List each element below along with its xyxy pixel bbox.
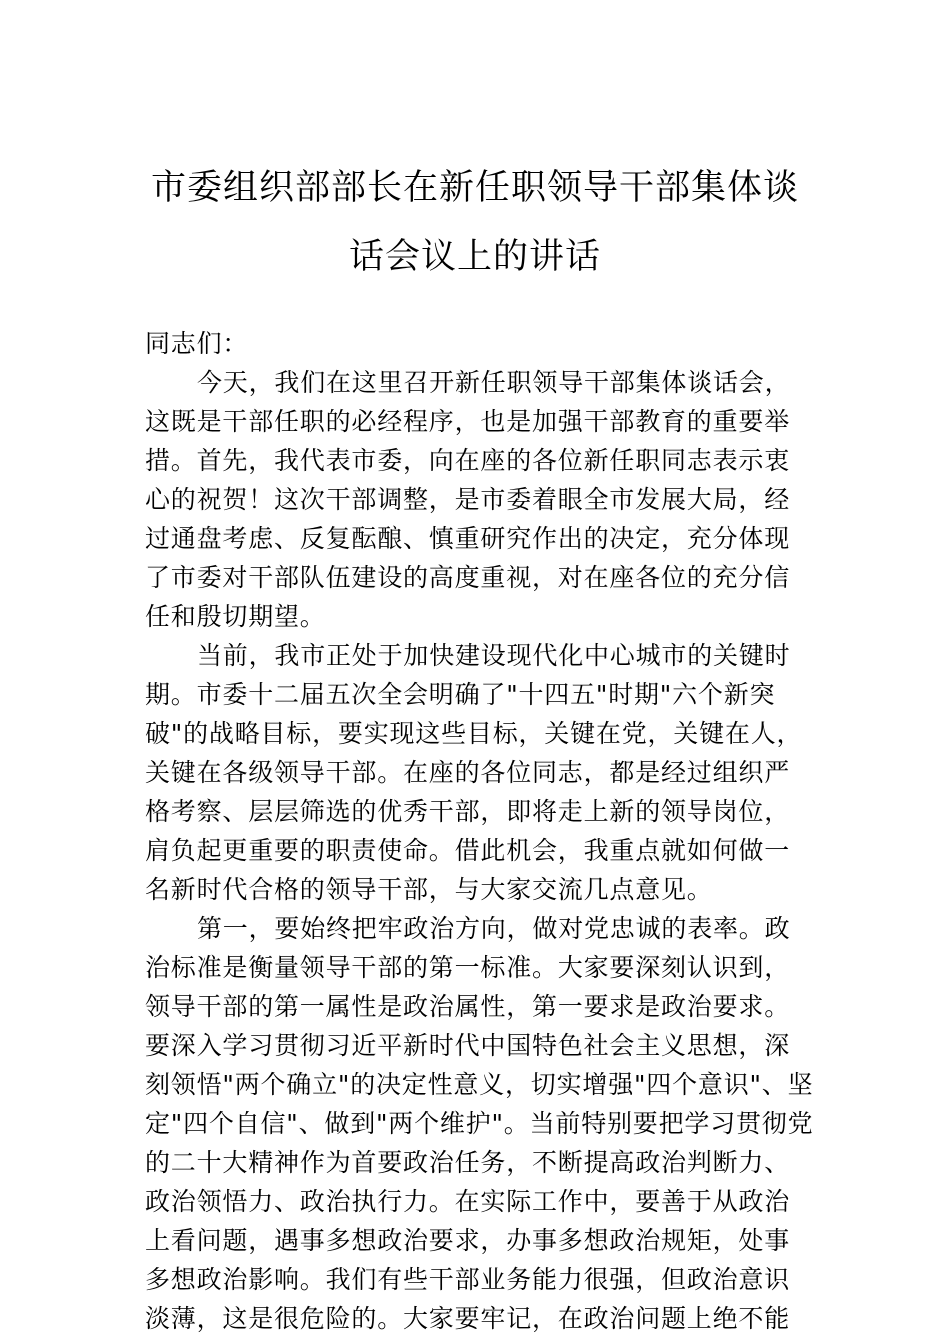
body-text-line: 淡薄，这是很危险的。大家要牢记，在政治问题上绝不能: [145, 1304, 791, 1333]
body-text-line: 政治领悟力、政治执行力。在实际工作中，要善于从政治: [145, 1187, 791, 1216]
body-text-line: 今天，我们在这里召开新任职领导干部集体谈话会，: [197, 368, 791, 397]
body-text-line: 关键在各级领导干部。在座的各位同志，都是经过组织严: [145, 758, 791, 787]
salutation-line: 同志们：: [145, 329, 249, 358]
body-text-line: 治标准是衡量领导干部的第一标准。大家要深刻认识到，: [145, 953, 791, 982]
body-text-line: 任和殷切期望。: [145, 602, 326, 631]
body-text-line: 期。市委十二届五次全会明确了"十四五"时期"六个新突: [145, 680, 776, 709]
body-text-line: 心的祝贺！这次干部调整，是市委着眼全市发展大局，经: [145, 485, 791, 514]
body-text-line: 了市委对干部队伍建设的高度重视，对在座各位的充分信: [145, 563, 791, 592]
body-text-line: 的二十大精神作为首要政治任务，不断提高政治判断力、: [145, 1148, 791, 1177]
document-title-line-1: 市委组织部部长在新任职领导干部集体谈: [150, 168, 799, 208]
body-text-line: 定"四个自信"、做到"两个维护"。当前特别要把学习贯彻党: [145, 1109, 814, 1138]
body-text-line: 格考察、层层筛选的优秀干部，即将走上新的领导岗位，: [145, 797, 791, 826]
document-title-line-2: 话会议上的讲话: [348, 237, 601, 277]
body-text-line: 措。首先，我代表市委，向在座的各位新任职同志表示衷: [145, 446, 791, 475]
body-text-line: 当前，我市正处于加快建设现代化中心城市的关键时: [197, 641, 791, 670]
body-text-line: 多想政治影响。我们有些干部业务能力很强，但政治意识: [145, 1265, 791, 1294]
body-text-line: 这既是干部任职的必经程序，也是加强干部教育的重要举: [145, 407, 791, 436]
body-text-line: 刻领悟"两个确立"的决定性意义，切实增强"四个意识"、坚: [145, 1070, 814, 1099]
document-body: [145, 324, 815, 1338]
body-text-line: 第一，要始终把牢政治方向，做对党忠诚的表率。政: [197, 914, 791, 943]
body-text-line: 肩负起更重要的职责使命。借此机会，我重点就如何做一: [145, 836, 791, 865]
body-text-line: 名新时代合格的领导干部，与大家交流几点意见。: [145, 875, 713, 904]
body-text-line: 上看问题，遇事多想政治要求，办事多想政治规矩，处事: [145, 1226, 791, 1255]
body-text-line: 要深入学习贯彻习近平新时代中国特色社会主义思想，深: [145, 1031, 791, 1060]
body-text-line: 过通盘考虑、反复酝酿、慎重研究作出的决定，充分体现: [145, 524, 791, 553]
body-text-line: 领导干部的第一属性是政治属性，第一要求是政治要求。: [145, 992, 791, 1021]
body-text-line: 破"的战略目标，要实现这些目标，关键在党，关键在人，: [145, 719, 803, 748]
